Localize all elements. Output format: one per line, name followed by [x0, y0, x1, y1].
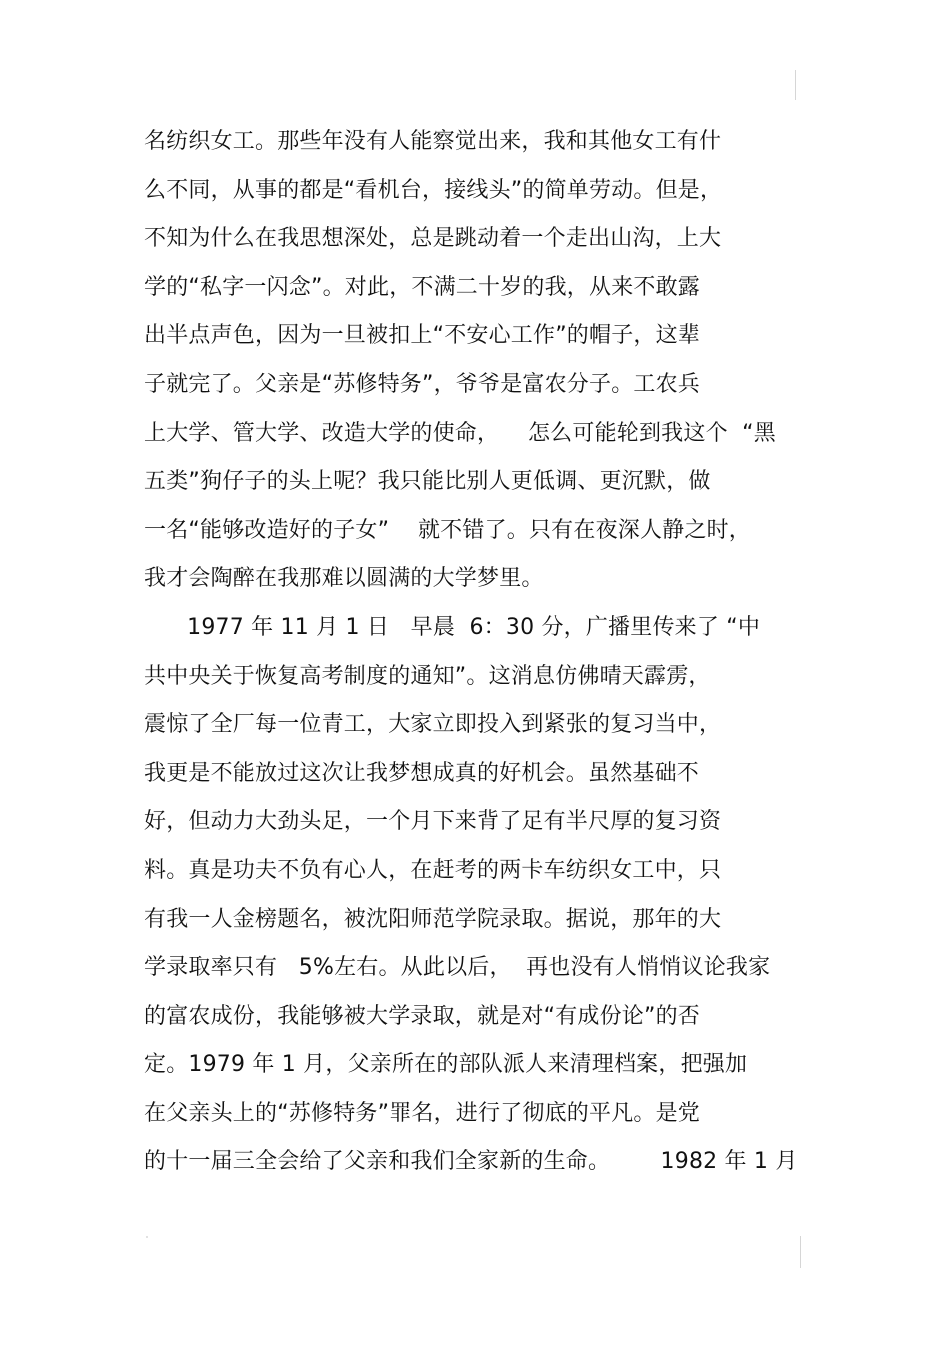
page-margin-mark-top [795, 70, 796, 100]
text-line: 1977 年 11 月 1 日 早晨 6：30 分，广播里传来了 “中 [144, 614, 761, 640]
text-line: 在父亲头上的“苏修特务”罪名，进行了彻底的平凡。是党 [144, 1100, 700, 1126]
text-line: 子就完了。父亲是“苏修特务”，爷爷是富农分子。工农兵 [144, 371, 700, 397]
text-line: 有我一人金榜题名，被沈阳师范学院录取。据说，那年的大 [144, 906, 722, 932]
text-line: 好，但动力大劲头足，一个月下来背了足有半尺厚的复习资 [144, 809, 722, 835]
text-line: 一名“能够改造好的子女” 就不错了。只有在夜深人静之时， [144, 517, 751, 543]
text-line: 么不同，从事的都是“看机台，接线头”的简单劳动。但是， [144, 177, 723, 203]
text-line: 学的“私字一闪念”。对此，不满二十岁的我，从来不敢露 [144, 274, 700, 300]
text-line: 定。1979 年 1 月，父亲所在的部队派人来清理档案，把强加 [144, 1052, 748, 1078]
text-line: 五类”狗仔子的头上呢？我只能比别人更低调、更沉默，做 [144, 469, 711, 495]
body-text [144, 126, 816, 1195]
text-line: 名纺织女工。那些年没有人能察觉出来，我和其他女工有什 [144, 129, 722, 154]
text-line: 的十一届三全会给了父亲和我们全家新的生命。 1982 年 1 月 [144, 1149, 798, 1175]
text-line: 学录取率只有 5%左右。从此以后， 再也没有人悄悄议论我家 [144, 955, 771, 981]
text-line: 共中央关于恢复高考制度的通知”。这消息仿佛晴天霹雳， [144, 663, 711, 689]
text-line: 上大学、管大学、改造大学的使命， 怎么可能轮到我这个 “黑 [144, 420, 776, 446]
text-line: 不知为什么在我思想深处，总是跳动着一个走出山沟，上大 [144, 226, 722, 252]
text-line: 我才会陶醉在我那难以圆满的大学梦里。 [144, 566, 544, 592]
text-line: 料。真是功夫不负有心人，在赶考的两卡车纺织女工中，只 [144, 857, 722, 883]
text-line: 我更是不能放过这次让我梦想成真的好机会。虽然基础不 [144, 760, 700, 786]
text-line: 出半点声色，因为一旦被扣上“不安心工作”的帽子，这辈 [144, 323, 700, 349]
text-line: 的富农成份，我能够被大学录取，就是对“有成份论”的否 [144, 1003, 700, 1029]
page-margin-mark-bottom [800, 1236, 801, 1268]
page-margin-dot [146, 1236, 148, 1238]
text-line: 震惊了全厂每一位青工，大家立即投入到紧张的复习当中， [144, 712, 722, 738]
